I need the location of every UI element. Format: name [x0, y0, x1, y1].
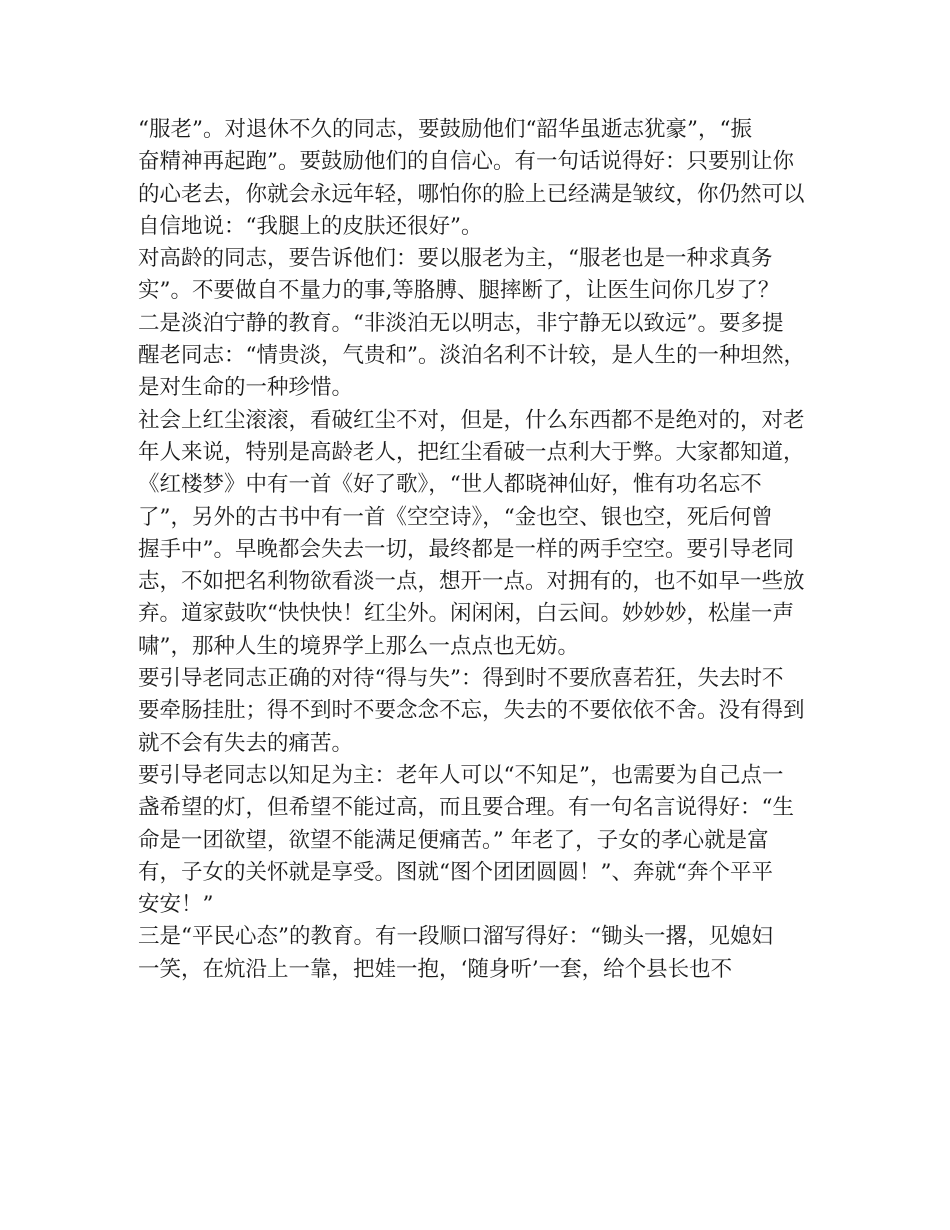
text-line: 醒老同志：“情贵淡，气贵和”。淡泊名利不计较，是人生的一种坦然，: [138, 343, 805, 369]
text-line: 要引导老同志以知足为主：老年人可以“不知足”，也需要为自己点一: [138, 762, 784, 788]
text-line: 二是淡泊宁静的教育。“非淡泊无以明志，非宁静无以致远”。要多提: [138, 310, 784, 336]
text-line: 是对生命的一种珍惜。: [138, 375, 354, 401]
text-line: 握手中”。早晚都会失去一切，最终都是一样的两手空空。要引导老同: [138, 536, 794, 562]
text-line: 自信地说：“我腿上的皮肤还很好”。: [138, 213, 483, 239]
text-line: 社会上红尘滚滚，看破红尘不对，但是，什么东西都不是绝对的，对老: [138, 407, 805, 433]
text-line: 就不会有失去的痛苦。: [138, 730, 354, 756]
text-line: 弃。道家鼓吹“快快快！红尘外。闲闲闲，白云间。妙妙妙，松崖一声: [138, 601, 794, 627]
text-line: 三是“平民心态”的教育。有一段顺口溜写得好：“锄头一撂，见媳妇: [138, 924, 773, 950]
text-line: 安安！”: [138, 892, 214, 918]
text-line: 了”，另外的古书中有一首《空空诗》，“金也空、银也空，死后何曾: [138, 504, 773, 530]
text-line: 盏希望的灯，但希望不能过高，而且要合理。有一句名言说得好：“生: [138, 795, 794, 821]
text-line: 志，不如把名利物欲看淡一点，想开一点。对拥有的，也不如早一些放: [138, 569, 805, 595]
text-line: 《红楼梦》中有一首《好了歌》，“世人都晓神仙好，惟有功名忘不: [138, 472, 762, 498]
text-line: 实”。不要做自不量力的事,等胳膊、腿摔断了，让医生问你几岁了？: [138, 278, 780, 304]
text-line: “服老”。对退休不久的同志，要鼓励他们“韶华虽逝志犹豪”，“振: [138, 117, 752, 142]
text-line: 有，子女的关怀就是享受。图就“图个团团圆圆！”、奔就“奔个平平: [138, 859, 773, 885]
text-line: 一笑，在炕沿上一靠，把娃一抱，‘随身听’一套，给个县长也不: [138, 956, 733, 982]
text-line: 命是一团欲望，欲望不能满足便痛苦。” 年老了，子女的孝心就是富: [138, 827, 769, 853]
text-line: 啸”，那种人生的境界学上那么一点点也无妨。: [138, 633, 579, 659]
text-line: 的心老去，你就会永远年轻，哪怕你的脸上已经满是皱纹，你仍然可以: [138, 181, 805, 207]
text-line: 要牵肠挂肚；得不到时不要念念不忘，失去的不要依依不舍。没有得到: [138, 698, 805, 724]
text-line: 年人来说，特别是高龄老人，把红尘看破一点利大于弊。大家都知道，: [138, 439, 805, 465]
text-line: 奋精神再起跑”。要鼓励他们的自信心。有一句话说得好：只要别让你: [138, 149, 794, 175]
document-body-text: [138, 114, 818, 986]
text-line: 对高龄的同志，要告诉他们：要以服老为主，“服老也是一种求真务: [138, 246, 773, 272]
text-line: 要引导老同志正确的对待“得与失”：得到时不要欣喜若狂，失去时不: [138, 666, 784, 692]
